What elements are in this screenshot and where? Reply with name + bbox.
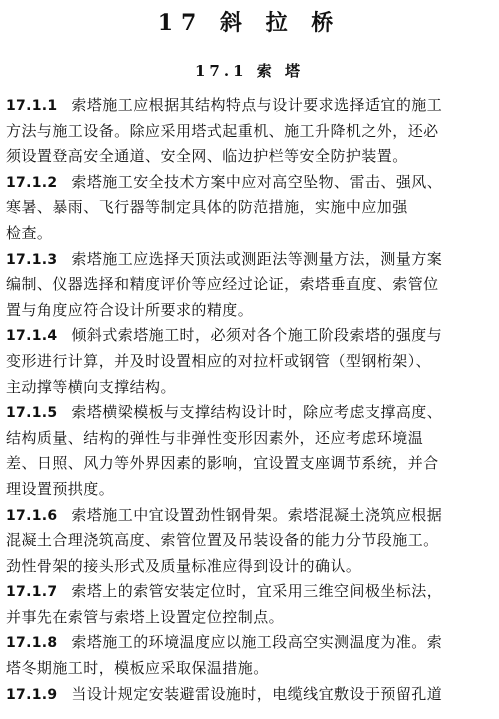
clause-text: 方法与施工设备。除应采用塔式起重机、施工升降机之外，还必 (6, 121, 439, 140)
clause-number: 17.1.7 (6, 584, 58, 601)
clause-17-1-4 (6, 323, 494, 400)
clause-text: 混凝土合理浇筑高度、索管位置及吊装设备的能力分节段施工。 (6, 531, 439, 550)
clause-17-1-7 (6, 579, 494, 630)
clause-line (6, 144, 494, 170)
clause-line (6, 605, 494, 631)
clause-line (6, 195, 494, 221)
clause-number: 17.1.5 (6, 405, 58, 422)
clause-line (6, 426, 494, 452)
clause-line (6, 93, 494, 119)
clause-text: 置与角度应符合设计所要求的精度。 (6, 300, 254, 319)
clause-number: 17.1.6 (6, 507, 58, 524)
clause-text: 并事先在索管与索塔上设置定位控制点。 (6, 607, 285, 626)
clause-text: 索塔横梁模板与支撑结构设计时，除应考虑支撑高度、 (71, 403, 443, 422)
clause-text: 检查。 (6, 223, 53, 242)
clause-line (6, 451, 494, 477)
clause-line (6, 630, 494, 656)
clause-text: 索塔上的索管安装定位时，宜采用三维空间极坐标法， (71, 582, 443, 601)
clause-text: 寒暑、暴雨、飞行器等制定具体的防范措施，实施中应加强 (6, 198, 408, 217)
clause-text: 索塔施工中宜设置劲性钢骨架。索塔混凝土浇筑应根据 (71, 505, 443, 524)
chapter-title: 17 斜 拉 桥 (157, 10, 342, 36)
clause-line (6, 221, 494, 247)
clause-17-1-8 (6, 630, 494, 681)
clause-17-1-1 (6, 93, 494, 170)
clause-line (6, 477, 494, 503)
clause-text: 倾斜式索塔施工时，必须对各个施工阶段索塔的强度与 (71, 326, 443, 345)
clause-number: 17.1.1 (6, 98, 58, 114)
clause-number: 17.1.9 (6, 686, 58, 703)
clause-text: 索塔施工应根据其结构特点与设计要求选择适宜的施工 (71, 96, 443, 114)
clause-number: 17.1.3 (6, 251, 58, 268)
clause-text: 变形进行计算，并及时设置相应的对拉杆或钢管（型钢桁架）、 (6, 351, 432, 370)
clause-line (6, 682, 494, 708)
clause-line (6, 554, 494, 580)
clause-text: 主动撑等横向支撑结构。 (6, 377, 176, 396)
clause-number: 17.1.2 (6, 174, 58, 191)
clause-text: 劲性骨架的接头形式及质量标准应得到设计的确认。 (6, 556, 362, 575)
clause-17-1-2 (6, 170, 494, 247)
clause-line (6, 400, 494, 426)
clause-text: 索塔施工的环境温度应以施工段高空实测温度为准。索 (71, 633, 443, 652)
clause-line (6, 247, 494, 273)
clause-text: 须设置登高安全通道、安全网、临边护栏等安全防护装置。 (6, 147, 408, 166)
clause-list (6, 93, 494, 707)
clause-text: 差、日照、风力等外界因素的影响，宜设置支座调节系统，并合 (6, 454, 439, 473)
clause-number: 17.1.4 (6, 328, 58, 345)
clause-text: 塔冬期施工时，模板应采取保温措施。 (6, 659, 269, 678)
clause-17-1-5 (6, 400, 494, 502)
clause-line (6, 528, 494, 554)
clause-text: 编制、仪器选择和精度评价等应经过论证，索塔垂直度、索管位 (6, 275, 439, 294)
clause-number: 17.1.8 (6, 635, 58, 652)
clause-line (6, 323, 494, 349)
clause-line (6, 349, 494, 375)
clause-line (6, 579, 494, 605)
clause-line (6, 298, 494, 324)
clause-text: 结构质量、结构的弹性与非弹性变形因素外，还应考虑环境温 (6, 428, 424, 447)
clause-17-1-9 (6, 682, 494, 708)
clause-text: 当设计规定安装避雷设施时，电缆线宜敷设于预留孔道 (71, 684, 443, 703)
section-title: 17.1 索 塔 (195, 62, 304, 80)
clause-line (6, 272, 494, 298)
clause-text: 索塔施工应选择天顶法或测距法等测量方法，测量方案 (71, 249, 443, 268)
clause-17-1-6 (6, 503, 494, 580)
clause-line (6, 375, 494, 401)
clause-text: 理设置预拱度。 (6, 479, 115, 498)
clause-line (6, 656, 494, 682)
clause-17-1-3 (6, 247, 494, 324)
clause-text: 索塔施工安全技术方案中应对高空坠物、雷击、强风、 (71, 172, 443, 191)
clause-line (6, 119, 494, 145)
clause-line (6, 170, 494, 196)
clause-line (6, 503, 494, 529)
